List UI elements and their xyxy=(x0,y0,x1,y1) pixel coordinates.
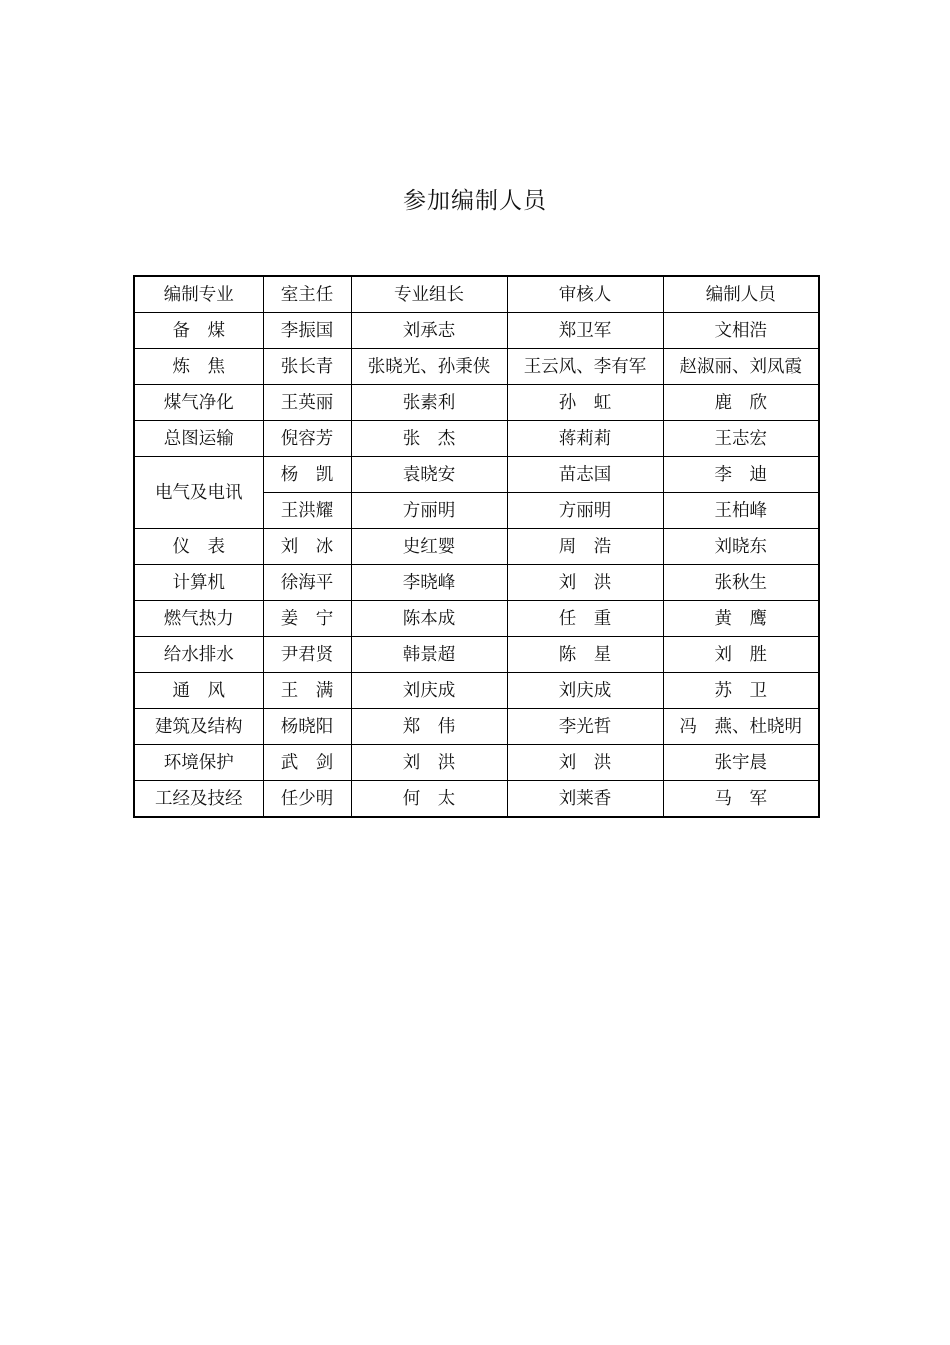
table-cell: 尹君贤 xyxy=(263,637,351,673)
table-cell: 王云风、李有军 xyxy=(507,349,663,385)
table-cell: 刘晓东 xyxy=(663,529,819,565)
table-cell: 任 重 xyxy=(507,601,663,637)
table-cell: 张宇晨 xyxy=(663,745,819,781)
header-cell-reviewer: 审核人 xyxy=(507,276,663,313)
table-cell: 王 满 xyxy=(263,673,351,709)
table-cell: 姜 宁 xyxy=(263,601,351,637)
table-cell: 刘 胜 xyxy=(663,637,819,673)
table-cell: 郑卫军 xyxy=(507,313,663,349)
table-row xyxy=(134,385,819,421)
table-cell: 杨 凯 xyxy=(263,457,351,493)
table-row xyxy=(134,313,819,349)
table-cell: 给水排水 xyxy=(134,637,263,673)
table-cell: 方丽明 xyxy=(351,493,507,529)
table-cell: 苗志国 xyxy=(507,457,663,493)
table-row xyxy=(134,349,819,385)
table-cell: 武 剑 xyxy=(263,745,351,781)
table-cell: 冯 燕、杜晓明 xyxy=(663,709,819,745)
table-cell: 李光哲 xyxy=(507,709,663,745)
table-cell: 张长青 xyxy=(263,349,351,385)
table-cell: 赵淑丽、刘凤霞 xyxy=(663,349,819,385)
table-cell: 韩景超 xyxy=(351,637,507,673)
table-cell: 王志宏 xyxy=(663,421,819,457)
table-cell: 总图运输 xyxy=(134,421,263,457)
page-title: 参加编制人员 xyxy=(403,188,547,214)
table-cell: 煤气净化 xyxy=(134,385,263,421)
table-cell: 李晓峰 xyxy=(351,565,507,601)
table-cell: 徐海平 xyxy=(263,565,351,601)
table-cell: 李振国 xyxy=(263,313,351,349)
table-row xyxy=(134,781,819,818)
table-cell: 郑 伟 xyxy=(351,709,507,745)
table-cell: 张素利 xyxy=(351,385,507,421)
table-cell: 何 太 xyxy=(351,781,507,818)
table-cell: 刘庆成 xyxy=(507,673,663,709)
table-cell: 张秋生 xyxy=(663,565,819,601)
table-cell: 燃气热力 xyxy=(134,601,263,637)
table-cell-merged: 电气及电讯 xyxy=(134,457,263,529)
table-cell: 张 杰 xyxy=(351,421,507,457)
table-cell: 袁晓安 xyxy=(351,457,507,493)
table-cell: 黄 鹰 xyxy=(663,601,819,637)
table-cell: 王英丽 xyxy=(263,385,351,421)
table-cell: 刘庆成 xyxy=(351,673,507,709)
table-cell: 杨晓阳 xyxy=(263,709,351,745)
table-row xyxy=(134,673,819,709)
table-cell: 张晓光、孙秉侠 xyxy=(351,349,507,385)
table-cell: 刘承志 xyxy=(351,313,507,349)
table-cell: 王柏峰 xyxy=(663,493,819,529)
table-cell: 方丽明 xyxy=(507,493,663,529)
table-cell: 史红婴 xyxy=(351,529,507,565)
table-cell: 倪容芳 xyxy=(263,421,351,457)
table-cell: 王洪耀 xyxy=(263,493,351,529)
header-cell-compilers: 编制人员 xyxy=(663,276,819,313)
table-cell: 孙 虹 xyxy=(507,385,663,421)
table-row xyxy=(134,637,819,673)
table-cell: 任少明 xyxy=(263,781,351,818)
table-cell: 刘 洪 xyxy=(507,565,663,601)
table-cell: 刘 冰 xyxy=(263,529,351,565)
table-row xyxy=(134,745,819,781)
table-cell: 周 浩 xyxy=(507,529,663,565)
table-cell: 鹿 欣 xyxy=(663,385,819,421)
table-cell: 备 煤 xyxy=(134,313,263,349)
table-cell: 炼 焦 xyxy=(134,349,263,385)
table-cell: 计算机 xyxy=(134,565,263,601)
table-cell: 陈本成 xyxy=(351,601,507,637)
table-cell: 蒋莉莉 xyxy=(507,421,663,457)
table-row xyxy=(134,709,819,745)
table-row xyxy=(134,457,819,493)
table-row xyxy=(134,601,819,637)
header-cell-group-leader: 专业组长 xyxy=(351,276,507,313)
table-cell: 工经及技经 xyxy=(134,781,263,818)
table-header-row xyxy=(134,276,819,313)
table-row xyxy=(134,421,819,457)
table-row xyxy=(134,529,819,565)
table-cell: 刘 洪 xyxy=(507,745,663,781)
header-cell-office-director: 室主任 xyxy=(263,276,351,313)
table-cell: 文相浩 xyxy=(663,313,819,349)
table-cell: 李 迪 xyxy=(663,457,819,493)
table-row xyxy=(134,565,819,601)
table-cell: 通 风 xyxy=(134,673,263,709)
table-cell: 刘莱香 xyxy=(507,781,663,818)
table-cell: 刘 洪 xyxy=(351,745,507,781)
table-cell: 陈 星 xyxy=(507,637,663,673)
table-cell: 马 军 xyxy=(663,781,819,818)
table-cell: 环境保护 xyxy=(134,745,263,781)
header-cell-specialty: 编制专业 xyxy=(134,276,263,313)
table-cell: 仪 表 xyxy=(134,529,263,565)
table-cell: 苏 卫 xyxy=(663,673,819,709)
staff-table xyxy=(133,275,820,818)
table-cell: 建筑及结构 xyxy=(134,709,263,745)
